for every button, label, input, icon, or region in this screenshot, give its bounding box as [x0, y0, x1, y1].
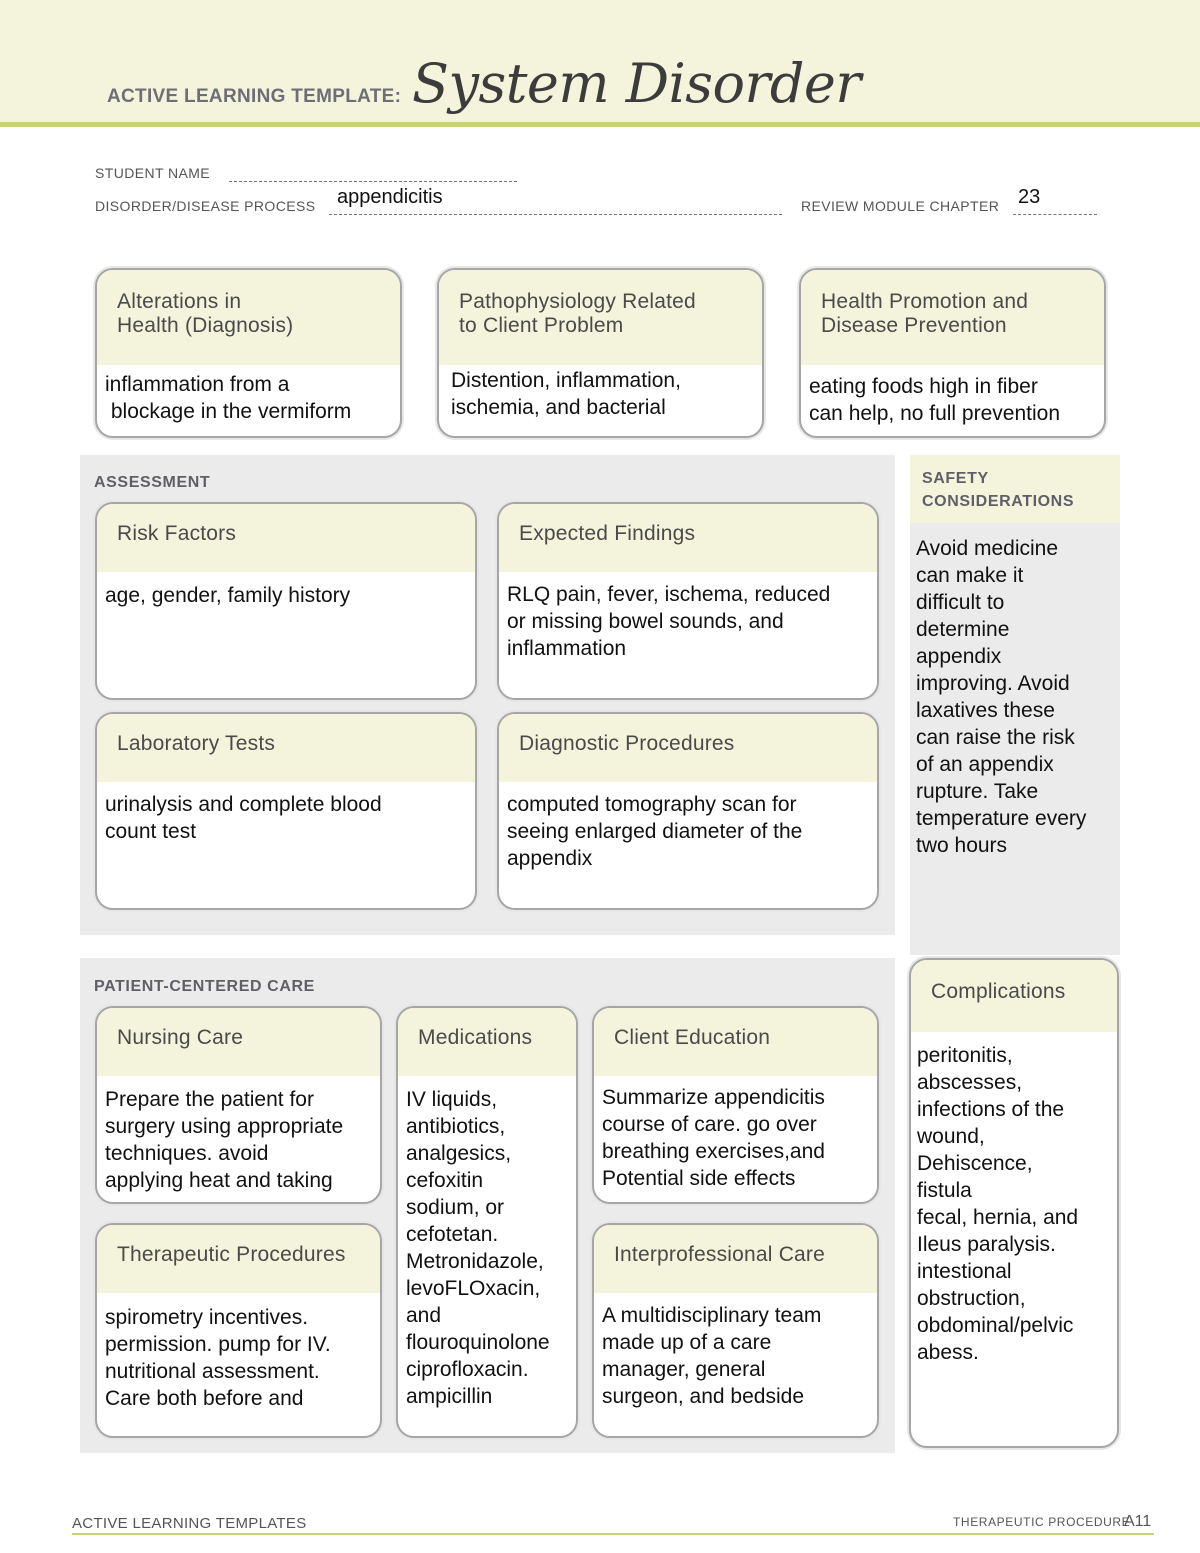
chapter-label: REVIEW MODULE CHAPTER — [801, 198, 1000, 214]
laboratory-tests-body: urinalysis and complete blood count test — [105, 793, 382, 843]
expected-findings-card — [497, 502, 879, 700]
medications-body: IV liquids, antibiotics, analgesics, cefoxitin sodium, or cefotetan. Metronidazole, levoFLOxacin, and flouroquinolone ciprofloxacin. ampicillin — [406, 1088, 550, 1408]
risk-factors-body: age, gender, family history — [105, 584, 351, 607]
disorder-label: DISORDER/DISEASE PROCESS — [95, 198, 316, 214]
expected-findings-title: Expected Findings — [499, 504, 877, 572]
interprofessional-care-card — [592, 1223, 879, 1438]
client-education-body: Summarize appendicitis course of care. go over breathing exercises,and Potential side effects — [602, 1086, 825, 1190]
template-title: System Disorder — [412, 52, 861, 115]
therapeutic-procedures-card — [95, 1223, 382, 1438]
complications-body: peritonitis, abscesses, infections of the wound, Dehiscence, fistula fecal, hernia, and Ileus paralysis. intestional obstruction, obdominal/pelvic abess. — [917, 1044, 1079, 1364]
assessment-label: ASSESSMENT — [94, 474, 211, 491]
chapter-field[interactable]: 23 — [1018, 186, 1041, 208]
header-divider — [0, 122, 1200, 127]
student-name-label: STUDENT NAME — [95, 165, 210, 181]
health-promotion-body: eating foods high in fiber can help, no full prevention — [809, 375, 1061, 425]
nursing-care-title: Nursing Care — [97, 1008, 380, 1076]
risk-factors-title: Risk Factors — [97, 504, 475, 572]
alterations-body: inflammation from a blockage in the vermiform — [105, 373, 352, 423]
interprofessional-care-body: A multidisciplinary team made up of a care manager, general surgeon, and bedside — [602, 1304, 822, 1408]
health-promotion-title: Health Promotion and Disease Prevention — [801, 270, 1104, 365]
interprofessional-care-title: Interprofessional Care — [594, 1225, 877, 1293]
complications-card — [909, 958, 1119, 1448]
laboratory-tests-title: Laboratory Tests — [97, 714, 475, 782]
pathophysiology-title: Pathophysiology Related to Client Problem — [439, 270, 762, 365]
pathophysiology-body: Distention, inflammation, ischemia, and bacterial — [451, 369, 681, 419]
medications-title: Medications — [398, 1008, 576, 1076]
safety-label: SAFETY CONSIDERATIONS — [910, 455, 1120, 523]
footer-right-label: THERAPEUTIC PROCEDURE — [953, 1515, 1131, 1529]
risk-factors-card — [95, 502, 477, 700]
diagnostic-procedures-body: computed tomography scan for seeing enlarged diameter of the appendix — [507, 793, 803, 870]
complications-title: Complications — [911, 960, 1117, 1032]
medications-card — [396, 1006, 578, 1438]
page-number: A11 — [1124, 1513, 1152, 1530]
alterations-card — [95, 268, 402, 438]
client-education-title: Client Education — [594, 1008, 877, 1076]
therapeutic-procedures-title: Therapeutic Procedures — [97, 1225, 380, 1293]
safety-body: Avoid medicine can make it difficult to determine appendix improving. Avoid laxatives these can raise the risk of an appendix rupture. Take temperature every two hours — [916, 537, 1087, 857]
health-promotion-card — [799, 268, 1106, 438]
expected-findings-body: RLQ pain, fever, ischema, reduced or missing bowel sounds, and inflammation — [507, 583, 831, 660]
nursing-care-card — [95, 1006, 382, 1204]
template-label: ACTIVE LEARNING TEMPLATE: — [107, 86, 402, 107]
disorder-line — [329, 214, 782, 215]
laboratory-tests-card — [95, 712, 477, 910]
diagnostic-procedures-card — [497, 712, 879, 910]
therapeutic-procedures-body: spirometry incentives. permission. pump for IV. nutritional assessment. Care both before and — [105, 1306, 331, 1410]
diagnostic-procedures-title: Diagnostic Procedures — [499, 714, 877, 782]
chapter-line — [1013, 214, 1097, 215]
client-education-card — [592, 1006, 879, 1204]
student-name-line — [229, 181, 517, 182]
patient-care-label: PATIENT-CENTERED CARE — [94, 978, 315, 995]
pathophysiology-card — [437, 268, 764, 438]
nursing-care-body: Prepare the patient for surgery using appropriate techniques. avoid applying heat and taking — [105, 1088, 344, 1192]
disorder-field[interactable]: appendicitis — [337, 186, 443, 208]
alterations-title: Alterations in Health (Diagnosis) — [97, 270, 400, 365]
footer-left-label: ACTIVE LEARNING TEMPLATES — [72, 1515, 307, 1532]
footer-divider — [72, 1533, 1154, 1535]
